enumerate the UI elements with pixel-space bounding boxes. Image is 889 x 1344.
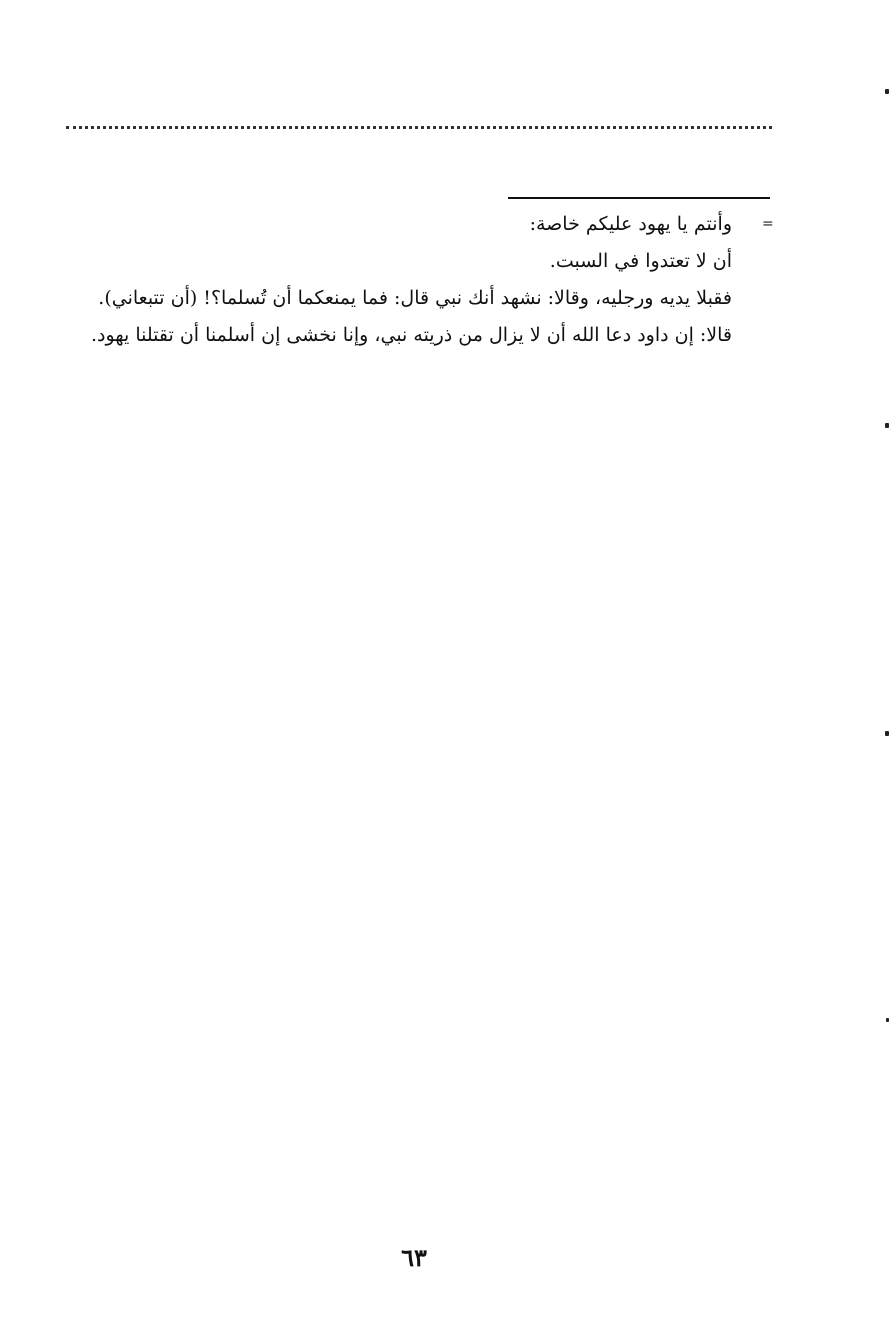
page-number: ٦٣ [401, 1243, 427, 1272]
scan-edge-mark [885, 423, 889, 428]
dotted-separator [66, 126, 772, 129]
footnote-line-2: أن لا تعتدوا في السبت. [549, 250, 732, 272]
footnote-paragraph-4: قالا: إن داود دعا الله أن لا يزال من ذريته نبي، وإنا نخشى إن أسلمنا أن تقتلنا يهود. [90, 324, 732, 346]
footnote-text [64, 206, 732, 354]
footnote-line-1: وأنتم يا يهود عليكم خاصة: [529, 213, 732, 235]
footnote-separator-rule [508, 197, 770, 199]
footnote-paragraph-3: فقبلا يديه ورجليه، وقالا: نشهد أنك نبي قال: فما يمنعكما أن تُسلما؟! (أن تتبعاني). [98, 287, 732, 309]
scan-edge-mark [885, 731, 889, 736]
footnote-continuation-marker: = [762, 216, 774, 232]
scan-edge-mark [885, 89, 889, 94]
